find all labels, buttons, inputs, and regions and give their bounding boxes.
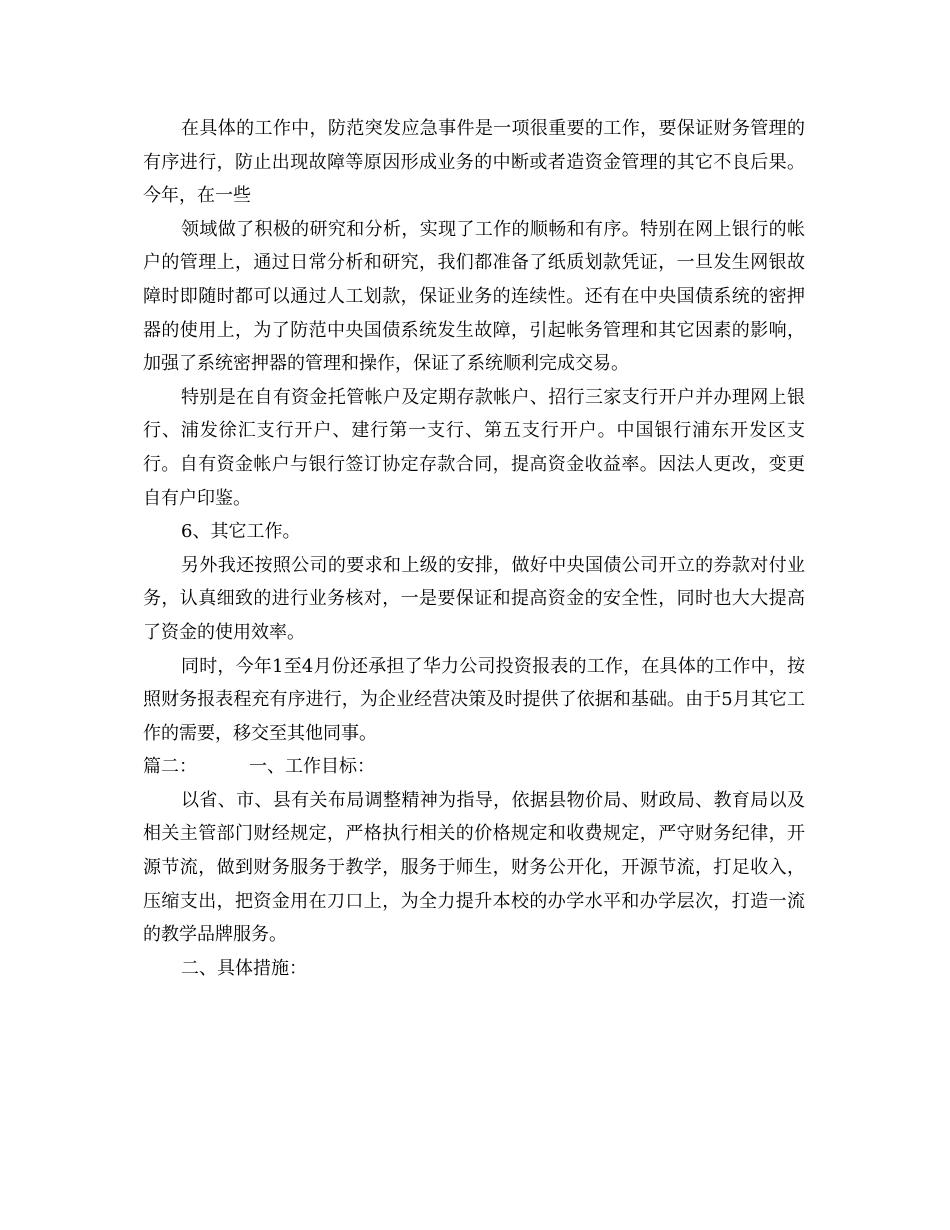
paragraph-accounts: 特别是在自有资金托管帐户及定期存款帐户、招行三家支行开户并办理网上银行、浦发徐汇支行开户、建行第一支行、第五支行开户。中国银行浦东开发区支行。自有资金帐户与银行签订协定存款合同，提高资金收益率。因法人更改，变更自有户印鉴。 [143,386,805,509]
paragraph-report-work: 同时，今年1至4月份还承担了华力公司投资报表的工作，在具体的工作中，按照财务报表程充有序进行，为企业经营决策及时提供了依据和基础。由于5月其它工作的需要，移交至其他同事。 [143,655,805,744]
section2-heading: 一、工作目标： [249,756,375,778]
section2-label: 篇二： [143,756,197,778]
document-page [143,112,805,985]
paragraph-research: 领域做了积极的研究和分析，实现了工作的顺畅和有序。特别在网上银行的帐户的管理上，通过日常分析和研究，我们都准备了纸质划款凭证，一旦发生网银故障时即随时都可以通过人工划款，保证业务的连续性。还有在中央国债系统的密押器的使用上，为了防范中央国债系统发生故障，引起帐务管理和其它因素的影响，加强了系统密押器的管理和操作，保证了系统顺利完成交易。 [143,218,805,375]
section2-subheading: 二、具体措施： [181,957,307,979]
paragraph-work-goal: 以省、市、县有关布局调整精神为指导，依据县物价局、财政局、教育局以及相关主管部门财经规定，严格执行相关的价格规定和收费规定，严守财务纪律，开源节流，做到财务服务于教学，服务于师生，财务公开化，开源节流，打足收入，压缩支出，把资金用在刀口上，为全力提升本校的办学水平和办学层次，打造一流的教学品牌服务。 [143,789,805,946]
paragraph-other-work-heading: 6、其它工作。 [181,521,301,543]
paragraph-bond-business: 另外我还按照公司的要求和上级的安排，做好中央国债公司开立的券款对付业务，认真细致的进行业务核对，一是要保证和提高资金的安全性，同时也大大提高了资金的使用效率。 [143,554,805,643]
section2-heading-row [143,750,805,784]
paragraph-emergency: 在具体的工作中，防范突发应急事件是一项很重要的工作，要保证财务管理的有序进行，防止出现故障等原因形成业务的中断或者造资金管理的其它不良后果。今年，在一些 [143,118,805,207]
